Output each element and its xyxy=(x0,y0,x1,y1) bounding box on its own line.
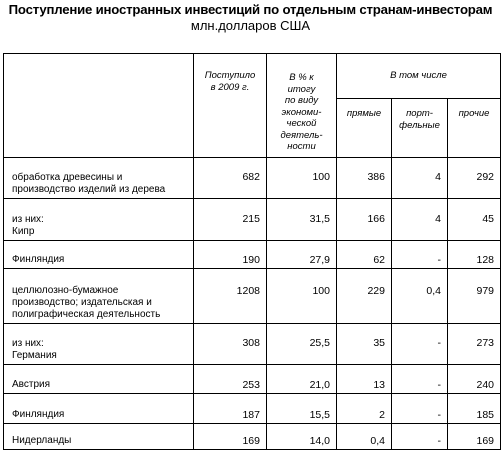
header-row-1 xyxy=(4,54,501,99)
cell-direct: 35 xyxy=(337,324,392,365)
row-label: Нидерланды xyxy=(4,424,194,450)
header-including: В том числе xyxy=(337,54,501,99)
row-label: обработка древесины и производство изделий из дерева xyxy=(4,158,194,199)
cell-portfolio: - xyxy=(392,365,448,394)
cell-percent: 27,9 xyxy=(267,241,337,269)
cell-received: 169 xyxy=(194,424,267,450)
table-row xyxy=(4,394,501,424)
cell-other: 185 xyxy=(448,394,501,424)
header-direct: прямые xyxy=(337,99,392,158)
cell-direct: 166 xyxy=(337,199,392,241)
cell-received: 215 xyxy=(194,199,267,241)
row-label: целлюлозно-бумажное производство; издательская и полиграфическая деятельность xyxy=(4,269,194,324)
row-label: Финляндия xyxy=(4,394,194,424)
table-row xyxy=(4,424,501,450)
header-blank-cell xyxy=(4,54,194,158)
cell-direct: 2 xyxy=(337,394,392,424)
cell-portfolio: 4 xyxy=(392,199,448,241)
table-row xyxy=(4,158,501,199)
cell-received: 1208 xyxy=(194,269,267,324)
investment-table xyxy=(3,53,501,450)
row-label: Финляндия xyxy=(4,241,194,269)
header-received: Поступило в 2009 г. xyxy=(194,54,267,158)
cell-portfolio: 4 xyxy=(392,158,448,199)
cell-received: 682 xyxy=(194,158,267,199)
cell-received: 253 xyxy=(194,365,267,394)
cell-other: 292 xyxy=(448,158,501,199)
cell-direct: 13 xyxy=(337,365,392,394)
cell-other: 273 xyxy=(448,324,501,365)
cell-received: 190 xyxy=(194,241,267,269)
cell-other: 45 xyxy=(448,199,501,241)
header-portfolio: порт- фельные xyxy=(392,99,448,158)
cell-percent: 25,5 xyxy=(267,324,337,365)
cell-direct: 0,4 xyxy=(337,424,392,450)
cell-received: 187 xyxy=(194,394,267,424)
table-row xyxy=(4,269,501,324)
cell-portfolio: - xyxy=(392,324,448,365)
cell-other: 169 xyxy=(448,424,501,450)
cell-percent: 21,0 xyxy=(267,365,337,394)
cell-other: 240 xyxy=(448,365,501,394)
cell-received: 308 xyxy=(194,324,267,365)
cell-percent: 100 xyxy=(267,269,337,324)
cell-portfolio: - xyxy=(392,241,448,269)
cell-percent: 14,0 xyxy=(267,424,337,450)
table-row xyxy=(4,324,501,365)
header-other: прочие xyxy=(448,99,501,158)
table-row xyxy=(4,241,501,269)
row-label: из них: Кипр xyxy=(4,199,194,241)
cell-percent: 100 xyxy=(267,158,337,199)
cell-portfolio: 0,4 xyxy=(392,269,448,324)
row-label: из них: Германия xyxy=(4,324,194,365)
table-row xyxy=(4,365,501,394)
cell-direct: 62 xyxy=(337,241,392,269)
cell-direct: 229 xyxy=(337,269,392,324)
cell-percent: 31,5 xyxy=(267,199,337,241)
page-subtitle: млн.долларов США xyxy=(190,18,311,33)
cell-other: 128 xyxy=(448,241,501,269)
cell-direct: 386 xyxy=(337,158,392,199)
cell-portfolio: - xyxy=(392,424,448,450)
cell-portfolio: - xyxy=(392,394,448,424)
page-title: Поступление иностранных инвестиций по отдельным странам-инвесторам xyxy=(8,2,493,17)
header-percent: В % к итогу по виду экономи- ческой деятель- ности xyxy=(267,54,337,158)
cell-other: 979 xyxy=(448,269,501,324)
table-row xyxy=(4,199,501,241)
cell-percent: 15,5 xyxy=(267,394,337,424)
row-label: Австрия xyxy=(4,365,194,394)
